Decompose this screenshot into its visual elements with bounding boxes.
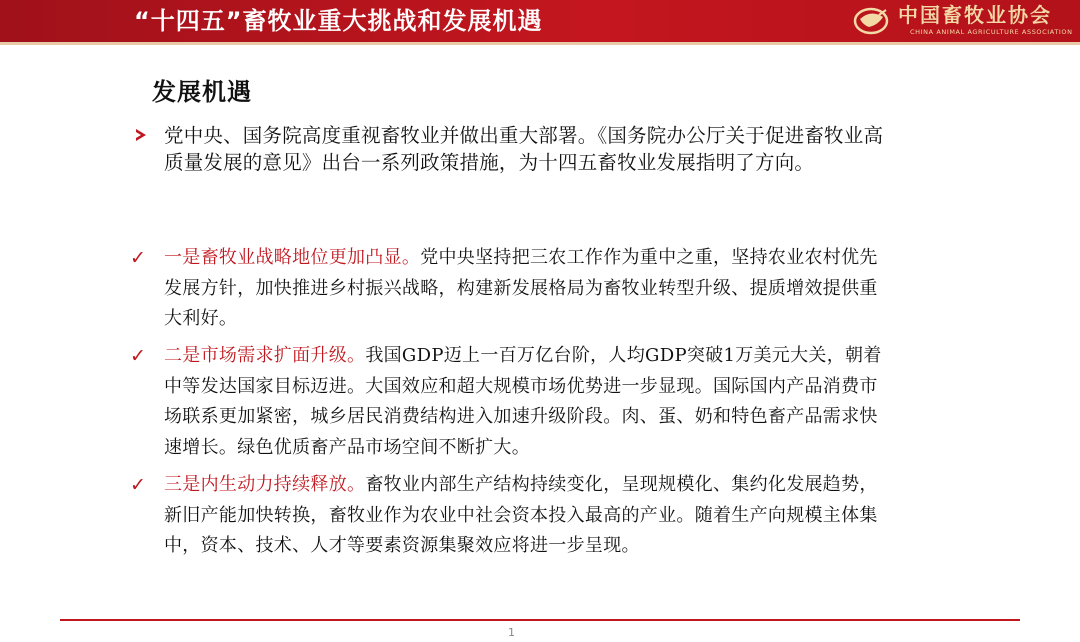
checkmark-icon: ✓ <box>130 247 146 269</box>
point-body: 畜牧业内部生产结构持续变化，呈现规模化、集约化发展趋势，新旧产能加快转换，畜牧业作为农业中社会资本投入最高的产业。随着生产向规模主体集中，资本、技术、人才等要素资源集聚效应将进一步呈现。 <box>164 474 878 556</box>
slide-header <box>0 0 1080 42</box>
opportunity-point <box>130 341 890 463</box>
checkmark-icon: ✓ <box>130 474 146 496</box>
page-number: 1 <box>508 626 515 639</box>
point-body: 党中央坚持把三农工作作为重中之重，坚持农业农村优先发展方针，加快推进乡村振兴战略，构建新发展格局为畜牧业转型升级、提质增效提供重大利好。 <box>164 247 878 329</box>
association-logo <box>852 2 1074 40</box>
logo-english-name: CHINA ANIMAL AGRICULTURE ASSOCIATION <box>910 28 1073 36</box>
point-body: 我国GDP迈上一百万亿台阶，人均GDP突破1万美元大关，朝着中等发达国家目标迈进。大国效应和超大规模市场优势进一步显现。国际国内产品消费市场联系更加紧密，城乡居民消费结构进入加速升级阶段。肉、蛋、奶和特色畜产品需求快速增长。绿色优质畜产品市场空间不断扩大。 <box>164 345 882 458</box>
opportunity-point <box>130 243 890 335</box>
point-lead: 二是市场需求扩面升级。 <box>164 345 366 366</box>
point-lead: 一是畜牧业战略地位更加凸显。 <box>164 247 421 268</box>
point-lead: 三是内生动力持续释放。 <box>164 474 366 495</box>
cow-logo-icon <box>852 5 890 35</box>
arrow-bullet-icon <box>136 129 146 141</box>
checkmark-icon: ✓ <box>130 345 146 367</box>
section-title: 发展机遇 <box>152 78 252 106</box>
intro-text: 党中央、国务院高度重视畜牧业并做出重大部署。《国务院办公厅关于促进畜牧业高质量发展的意见》出台一系列政策措施，为十四五畜牧业发展指明了方向。 <box>164 124 884 174</box>
opportunity-point <box>130 470 890 562</box>
intro-paragraph <box>136 122 896 176</box>
slide-title: “十四五”畜牧业重大挑战和发展机遇 <box>134 7 543 35</box>
logo-chinese-name: 中国畜牧业协会 <box>898 3 1052 27</box>
footer-divider <box>60 619 1020 621</box>
